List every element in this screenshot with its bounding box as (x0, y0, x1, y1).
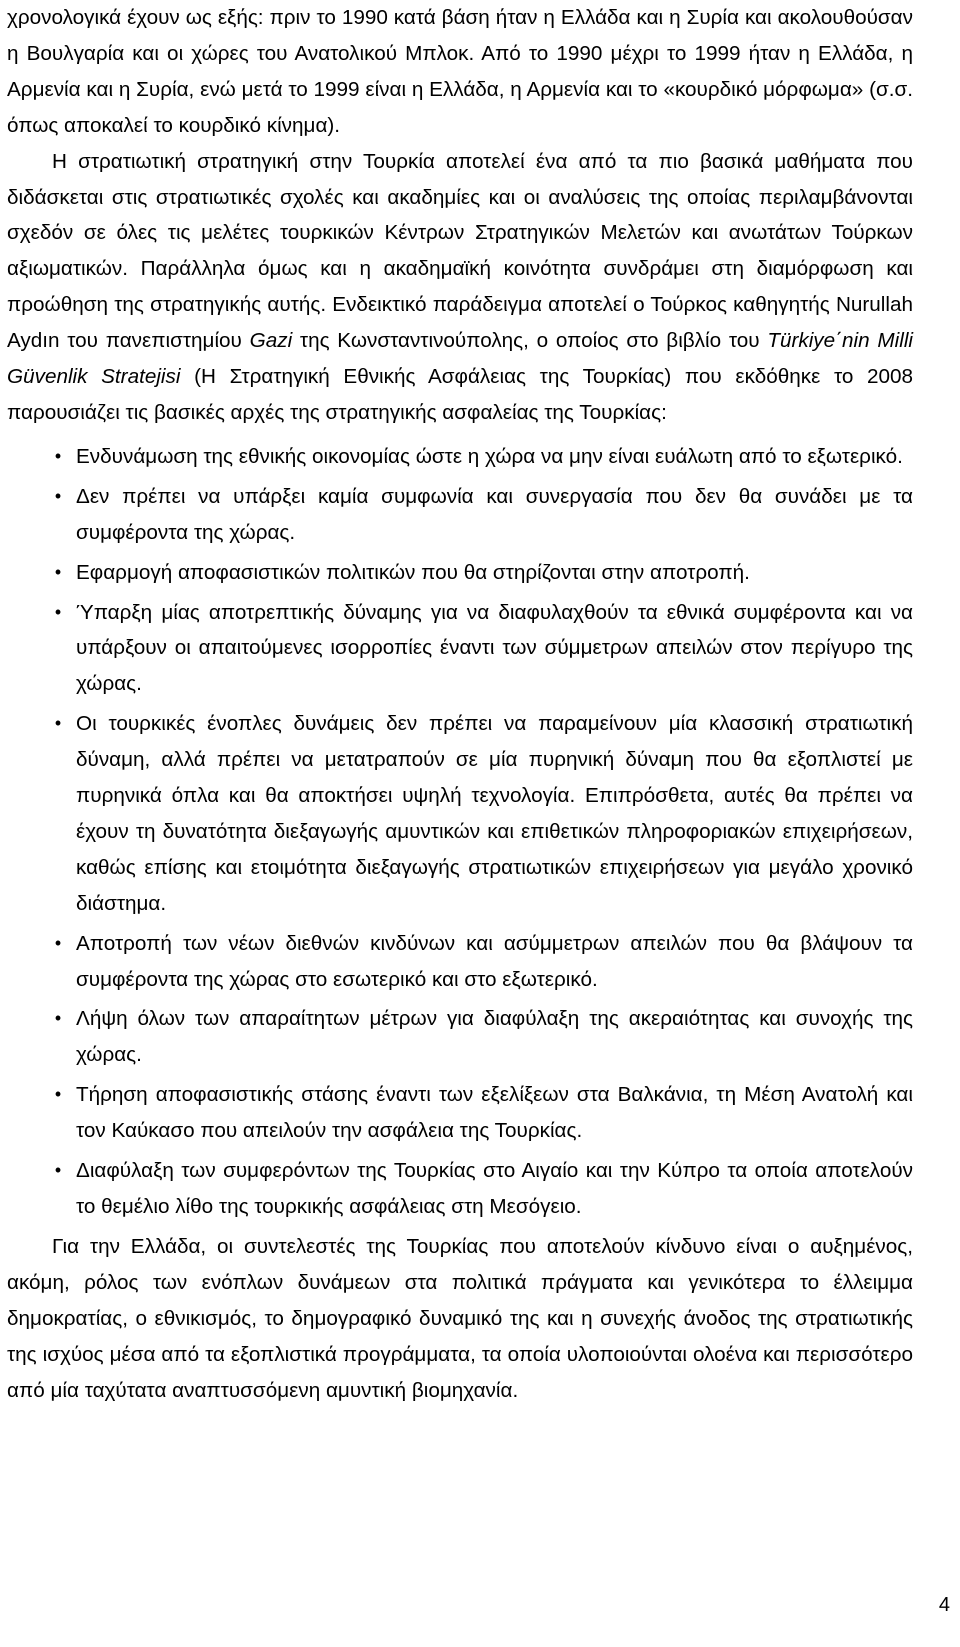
paragraph-greece: Για την Ελλάδα, οι συντελεστές της Τουρκίας που αποτελούν κίνδυνο είναι ο αυξημένος, ακόμη, ρόλος των ενόπλων δυνάμεων στα πολιτικά πράγματα και γενικότερα το έλλειμμα δημοκρατίας, ο εθνικισμός, το δημογραφικό δυναμικό της και η συνεχής άνοδος της στρατιωτικής της ισχύος μέσα από τα εξοπλιστικά προγράμματα, τα οποία υλοποιούνται ολοένα και περισσότερο από μία ταχύτατα αναπτυσσόμενη αμυντική βιομηχανία. (7, 1234, 913, 1402)
document-page (7, 0, 913, 1408)
book-title: Türkiye΄nin Milli Güvenlik Stratejisi (7, 329, 914, 389)
list-item (7, 926, 913, 998)
list-item (7, 1077, 913, 1149)
paragraph-strategy (7, 144, 913, 431)
list-item (7, 1153, 913, 1225)
list-item-text: Δεν πρέπει να υπάρξει καμία συμφωνία και συνεργασία που δεν θα συνάδει με τα συμφέροντα της χώρας. (76, 484, 913, 544)
bullet-icon: • (54, 713, 62, 734)
bullet-icon: • (54, 601, 62, 622)
paragraph-strategy-text-3: (Η Στρατηγική Εθνικής Ασφάλειας της Τουρκίας) που εκδόθηκε το 2008 παρουσιάζει τις βασικές αρχές της στρατηγικής ασφαλείας της Τουρκίας: (7, 365, 913, 424)
university-name: Gazi (249, 329, 293, 353)
list-item-text: Αποτροπή των νέων διεθνών κινδύνων και ασύμμετρων απειλών που θα βλάψουν τα συμφέροντα της χώρας στο εσωτερικό και στο εξωτερικό. (76, 931, 913, 991)
paragraph-intro: χρονολογικά έχουν ως εξής: πριν το 1990 κατά βάση ήταν η Ελλάδα και η Συρία και ακολουθούσαν η Βουλγαρία και οι χώρες του Ανατολικού Μπλοκ. Από το 1990 μέχρι το 1999 ήταν η Ελλάδα, η Αρμενία και η Συρία, ενώ μετά το 1999 είναι η Ελλάδα, η Αρμενία και το «κουρδικό μόρφωμα» (σ.σ. όπως αποκαλεί το κουρδικό κίνημα). (7, 6, 913, 137)
bullet-icon: • (54, 485, 62, 506)
list-item (7, 479, 913, 551)
list-item-text: Διαφύλαξη των συμφερόντων της Τουρκίας στο Αιγαίο και την Κύπρο τα οποία αποτελούν το θεμέλιο λίθο της τουρκικής ασφάλειας στη Μεσόγειο. (76, 1159, 913, 1218)
principles-list (7, 439, 913, 1225)
bullet-icon: • (54, 1008, 62, 1029)
list-item-text: Ύπαρξη μίας αποτρεπτικής δύναμης για να διαφυλαχθούν τα εθνικά συμφέροντα και να υπάρξουν οι απαιτούμενες ισορροπίες έναντι των σύμμετρων απειλών στον περίγυρο της χώρας. (76, 600, 913, 696)
list-item-text: Ενδυνάμωση της εθνικής οικονομίας ώστε η χώρα να μην είναι ευάλωτη από το εξωτερικό. (76, 444, 903, 468)
list-item-text: Τήρηση αποφασιστικής στάσης έναντι των εξελίξεων στα Βαλκάνια, τη Μέση Ανατολή και τον Καύκασο που απειλούν την ασφάλεια της Τουρκίας. (76, 1083, 913, 1143)
list-item (7, 555, 913, 591)
paragraph-strategy-text-2: της Κωνσταντινούπολης, ο οποίος στο βιβλίο του (292, 329, 768, 353)
list-item-text: Οι τουρκικές ένοπλες δυνάμεις δεν πρέπει να παραμείνουν μία κλασσική στρατιωτική δύναμη, αλλά πρέπει να μετατραπούν σε μία πυρηνική δύναμη που θα εξοπλιστεί με πυρηνικά όπλα και θα αποκτήσει υψηλή τεχνολογία. Επιπρόσθετα, αυτές θα πρέπει να έχουν τη δυνατότητα διεξαγωγής αμυντικών και επιθετικών πληροφοριακών επιχειρήσεων, καθώς επίσης και ετοιμότητα διεξαγωγής στρατιωτικών επιχειρήσεων για μεγάλο χρονικό διάστημα. (76, 712, 913, 915)
list-item (7, 706, 913, 921)
bullet-icon: • (54, 1160, 62, 1181)
bullet-icon: • (54, 1084, 62, 1105)
list-item (7, 1001, 913, 1073)
list-item (7, 439, 913, 475)
bullet-icon: • (54, 445, 62, 466)
bullet-icon: • (54, 932, 62, 953)
list-item (7, 595, 913, 703)
paragraph-strategy-text-1: Η στρατιωτική στρατηγική στην Τουρκία αποτελεί ένα από τα πιο βασικά μαθήματα που διδάσκεται στις στρατιωτικές σχολές και ακαδημίες και οι αναλύσεις της οποίας περιλαμβάνονται σχεδόν σε όλες τις μελέτες τουρκικών Κέντρων Στρατηγικών Μελετών και ανωτάτων Τούρκων αξιωματικών. Παράλληλα όμως και η ακαδημαϊκή κοινότητα συνδράμει στη διαμόρφωση και προώθηση της στρατηγικής αυτής. Ενδεικτικό παράδειγμα αποτελεί ο Τούρκος καθηγητής Nurullah Aydın του πανεπιστημίου (7, 149, 913, 353)
page-number: 4 (938, 1594, 950, 1616)
bullet-icon: • (54, 561, 62, 582)
list-item-text: Λήψη όλων των απαραίτητων μέτρων για διαφύλαξη της ακεραιότητας και συνοχής της χώρας. (76, 1007, 913, 1067)
list-item-text: Εφαρμογή αποφασιστικών πολιτικών που θα στηρίζονται στην αποτροπή. (76, 560, 750, 584)
